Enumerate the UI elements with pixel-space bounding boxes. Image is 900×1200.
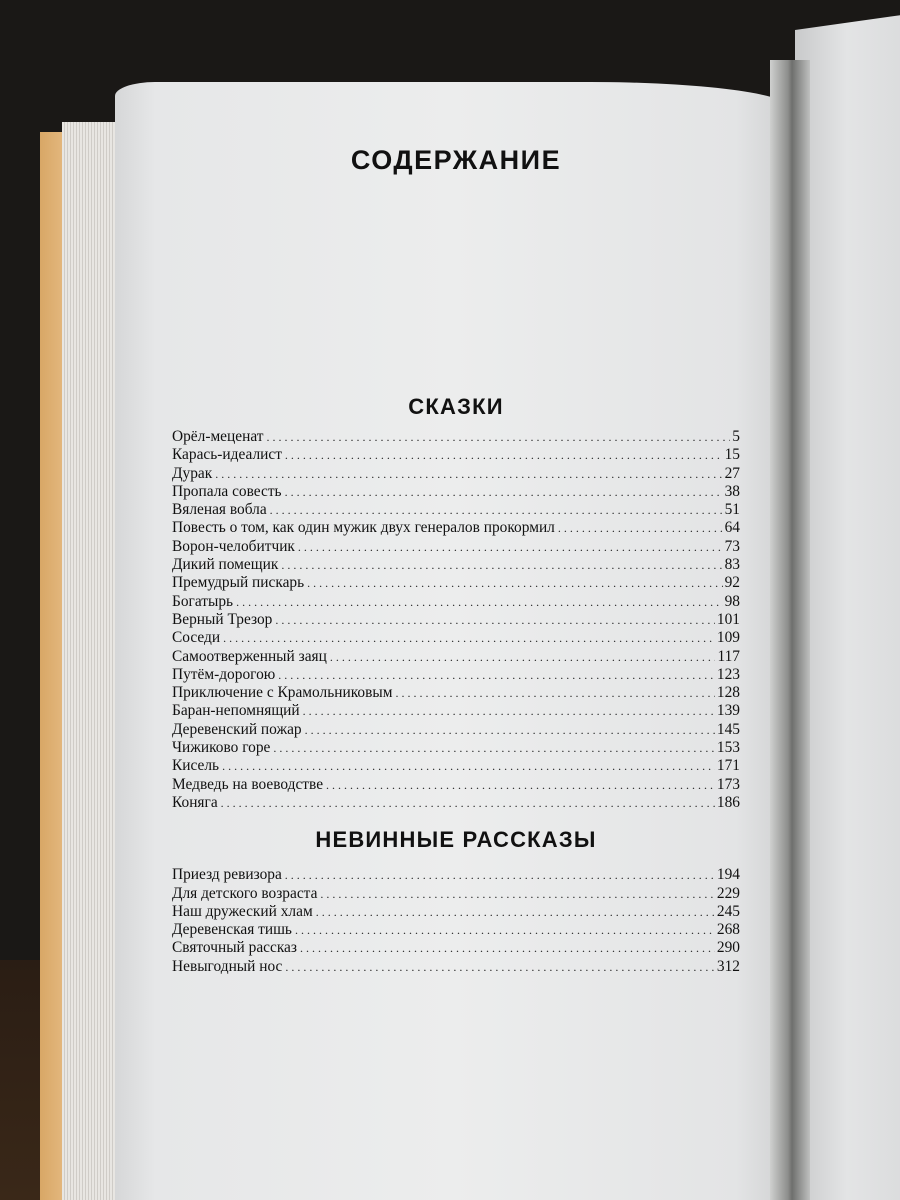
toc-entry	[172, 629, 740, 647]
toc-entry	[172, 519, 740, 537]
entry-title: Кисель	[172, 757, 220, 775]
toc-entry	[172, 885, 740, 903]
entry-page: 186	[716, 793, 740, 811]
entry-title: Медведь на воеводстве	[172, 775, 324, 793]
dot-leader	[273, 739, 715, 757]
entry-page: 27	[724, 464, 740, 482]
entry-title: Богатырь	[172, 592, 234, 610]
toc-entry	[172, 776, 740, 794]
dot-leader	[307, 574, 722, 592]
dot-leader	[285, 958, 715, 976]
entry-page: 92	[724, 574, 740, 592]
toc-entry	[172, 538, 740, 556]
entry-title: Наш дружеский хлам	[172, 902, 313, 920]
toc-entry	[172, 666, 740, 684]
toc-entry	[172, 648, 740, 666]
entry-title: Чижиково горе	[172, 739, 271, 757]
dot-leader	[222, 757, 715, 775]
entry-page: 109	[716, 629, 740, 647]
toc-entry	[172, 611, 740, 629]
toc-entry	[172, 684, 740, 702]
page-edges	[62, 122, 122, 1200]
dot-leader	[266, 428, 730, 446]
entry-title: Верный Трезор	[172, 610, 273, 628]
section-title-nevinnye-rasskazy: НЕВИННЫЕ РАССКАЗЫ	[315, 827, 597, 853]
book-gutter	[770, 60, 810, 1200]
toc-entry	[172, 556, 740, 574]
dot-leader	[316, 903, 715, 921]
toc-entry	[172, 574, 740, 592]
dot-leader	[326, 776, 715, 794]
dot-leader	[395, 684, 714, 702]
dot-leader	[278, 666, 715, 684]
toc-entry	[172, 958, 740, 976]
entry-page: 173	[716, 775, 740, 793]
section-entries-skazki	[172, 428, 740, 812]
entry-title: Деревенский пожар	[172, 720, 302, 738]
dot-leader	[285, 446, 723, 464]
entry-title: Вяленая вобла	[172, 501, 267, 519]
dot-leader	[221, 794, 715, 812]
entry-title: Дикий помещик	[172, 556, 279, 574]
toc-entry	[172, 739, 740, 757]
entry-page: 15	[724, 446, 740, 464]
entry-page: 98	[724, 592, 740, 610]
entry-title: Путём-дорогою	[172, 665, 276, 683]
entry-page: 312	[716, 957, 740, 975]
dot-leader	[298, 538, 723, 556]
entry-title: Дурак	[172, 464, 213, 482]
entry-title: Пропала совесть	[172, 482, 282, 500]
entry-title: Карась-идеалист	[172, 446, 282, 464]
dot-leader	[300, 939, 715, 957]
toc-entry	[172, 794, 740, 812]
dot-leader	[215, 465, 722, 483]
dot-leader	[236, 593, 723, 611]
entry-title: Для детского возраста	[172, 884, 318, 902]
toc-entry	[172, 921, 740, 939]
section-title-skazki: СКАЗКИ	[408, 394, 504, 419]
toc-entry	[172, 757, 740, 775]
entry-page: 117	[717, 647, 740, 665]
toc-entry	[172, 721, 740, 739]
dot-leader	[223, 629, 715, 647]
entry-page: 128	[716, 684, 740, 702]
toc-entry	[172, 428, 740, 446]
entry-page: 83	[724, 556, 740, 574]
right-page	[795, 12, 900, 1200]
entry-title: Невыгодный нос	[172, 957, 283, 975]
entry-title: Орёл-меценат	[172, 428, 264, 445]
entry-page: 64	[724, 519, 740, 537]
toc-entry	[172, 446, 740, 464]
entry-title: Повесть о том, как один мужик двух генералов прокормил	[172, 519, 555, 537]
entry-page: 38	[724, 482, 740, 500]
entry-title: Баран-непомнящий	[172, 702, 300, 720]
toc-entry	[172, 593, 740, 611]
entry-title: Приключение с Крамольниковым	[172, 684, 393, 702]
entry-page: 73	[724, 537, 740, 555]
toc-entry	[172, 483, 740, 501]
entry-page: 101	[716, 610, 740, 628]
entry-title: Приезд ревизора	[172, 866, 282, 884]
dot-leader	[281, 556, 722, 574]
entry-page: 290	[716, 939, 740, 957]
dot-leader	[303, 702, 715, 720]
table-of-contents	[172, 140, 740, 976]
entry-page: 229	[716, 884, 740, 902]
entry-page: 245	[716, 902, 740, 920]
entry-page: 123	[716, 665, 740, 683]
entry-page: 145	[716, 720, 740, 738]
entry-page: 194	[716, 866, 740, 884]
toc-entry	[172, 702, 740, 720]
dot-leader	[285, 483, 723, 501]
dot-leader	[330, 648, 716, 666]
entry-page: 51	[724, 501, 740, 519]
entry-page: 139	[716, 702, 740, 720]
toc-entry	[172, 939, 740, 957]
entry-title: Ворон-челобитчик	[172, 537, 295, 555]
dot-leader	[275, 611, 715, 629]
dot-leader	[305, 721, 715, 739]
toc-entry	[172, 501, 740, 519]
dot-leader	[295, 921, 715, 939]
toc-title: СОДЕРЖАНИЕ	[350, 145, 562, 175]
entry-page: 171	[716, 757, 740, 775]
entry-title: Деревенская тишь	[172, 921, 292, 939]
entry-page: 268	[716, 921, 740, 939]
section-entries-nevinnye-rasskazy	[172, 866, 740, 976]
dot-leader	[558, 519, 723, 537]
entry-title: Соседи	[172, 629, 221, 647]
entry-title: Самоотверженный заяц	[172, 647, 327, 665]
entry-title: Премудрый пискарь	[172, 574, 305, 592]
toc-entry	[172, 866, 740, 884]
entry-page: 5	[732, 428, 740, 445]
dot-leader	[270, 501, 723, 519]
toc-entry	[172, 903, 740, 921]
entry-title: Святочный рассказ	[172, 939, 297, 957]
dot-leader	[285, 866, 715, 884]
entry-title: Коняга	[172, 793, 218, 811]
dot-leader	[320, 885, 714, 903]
toc-entry	[172, 465, 740, 483]
entry-page: 153	[716, 739, 740, 757]
